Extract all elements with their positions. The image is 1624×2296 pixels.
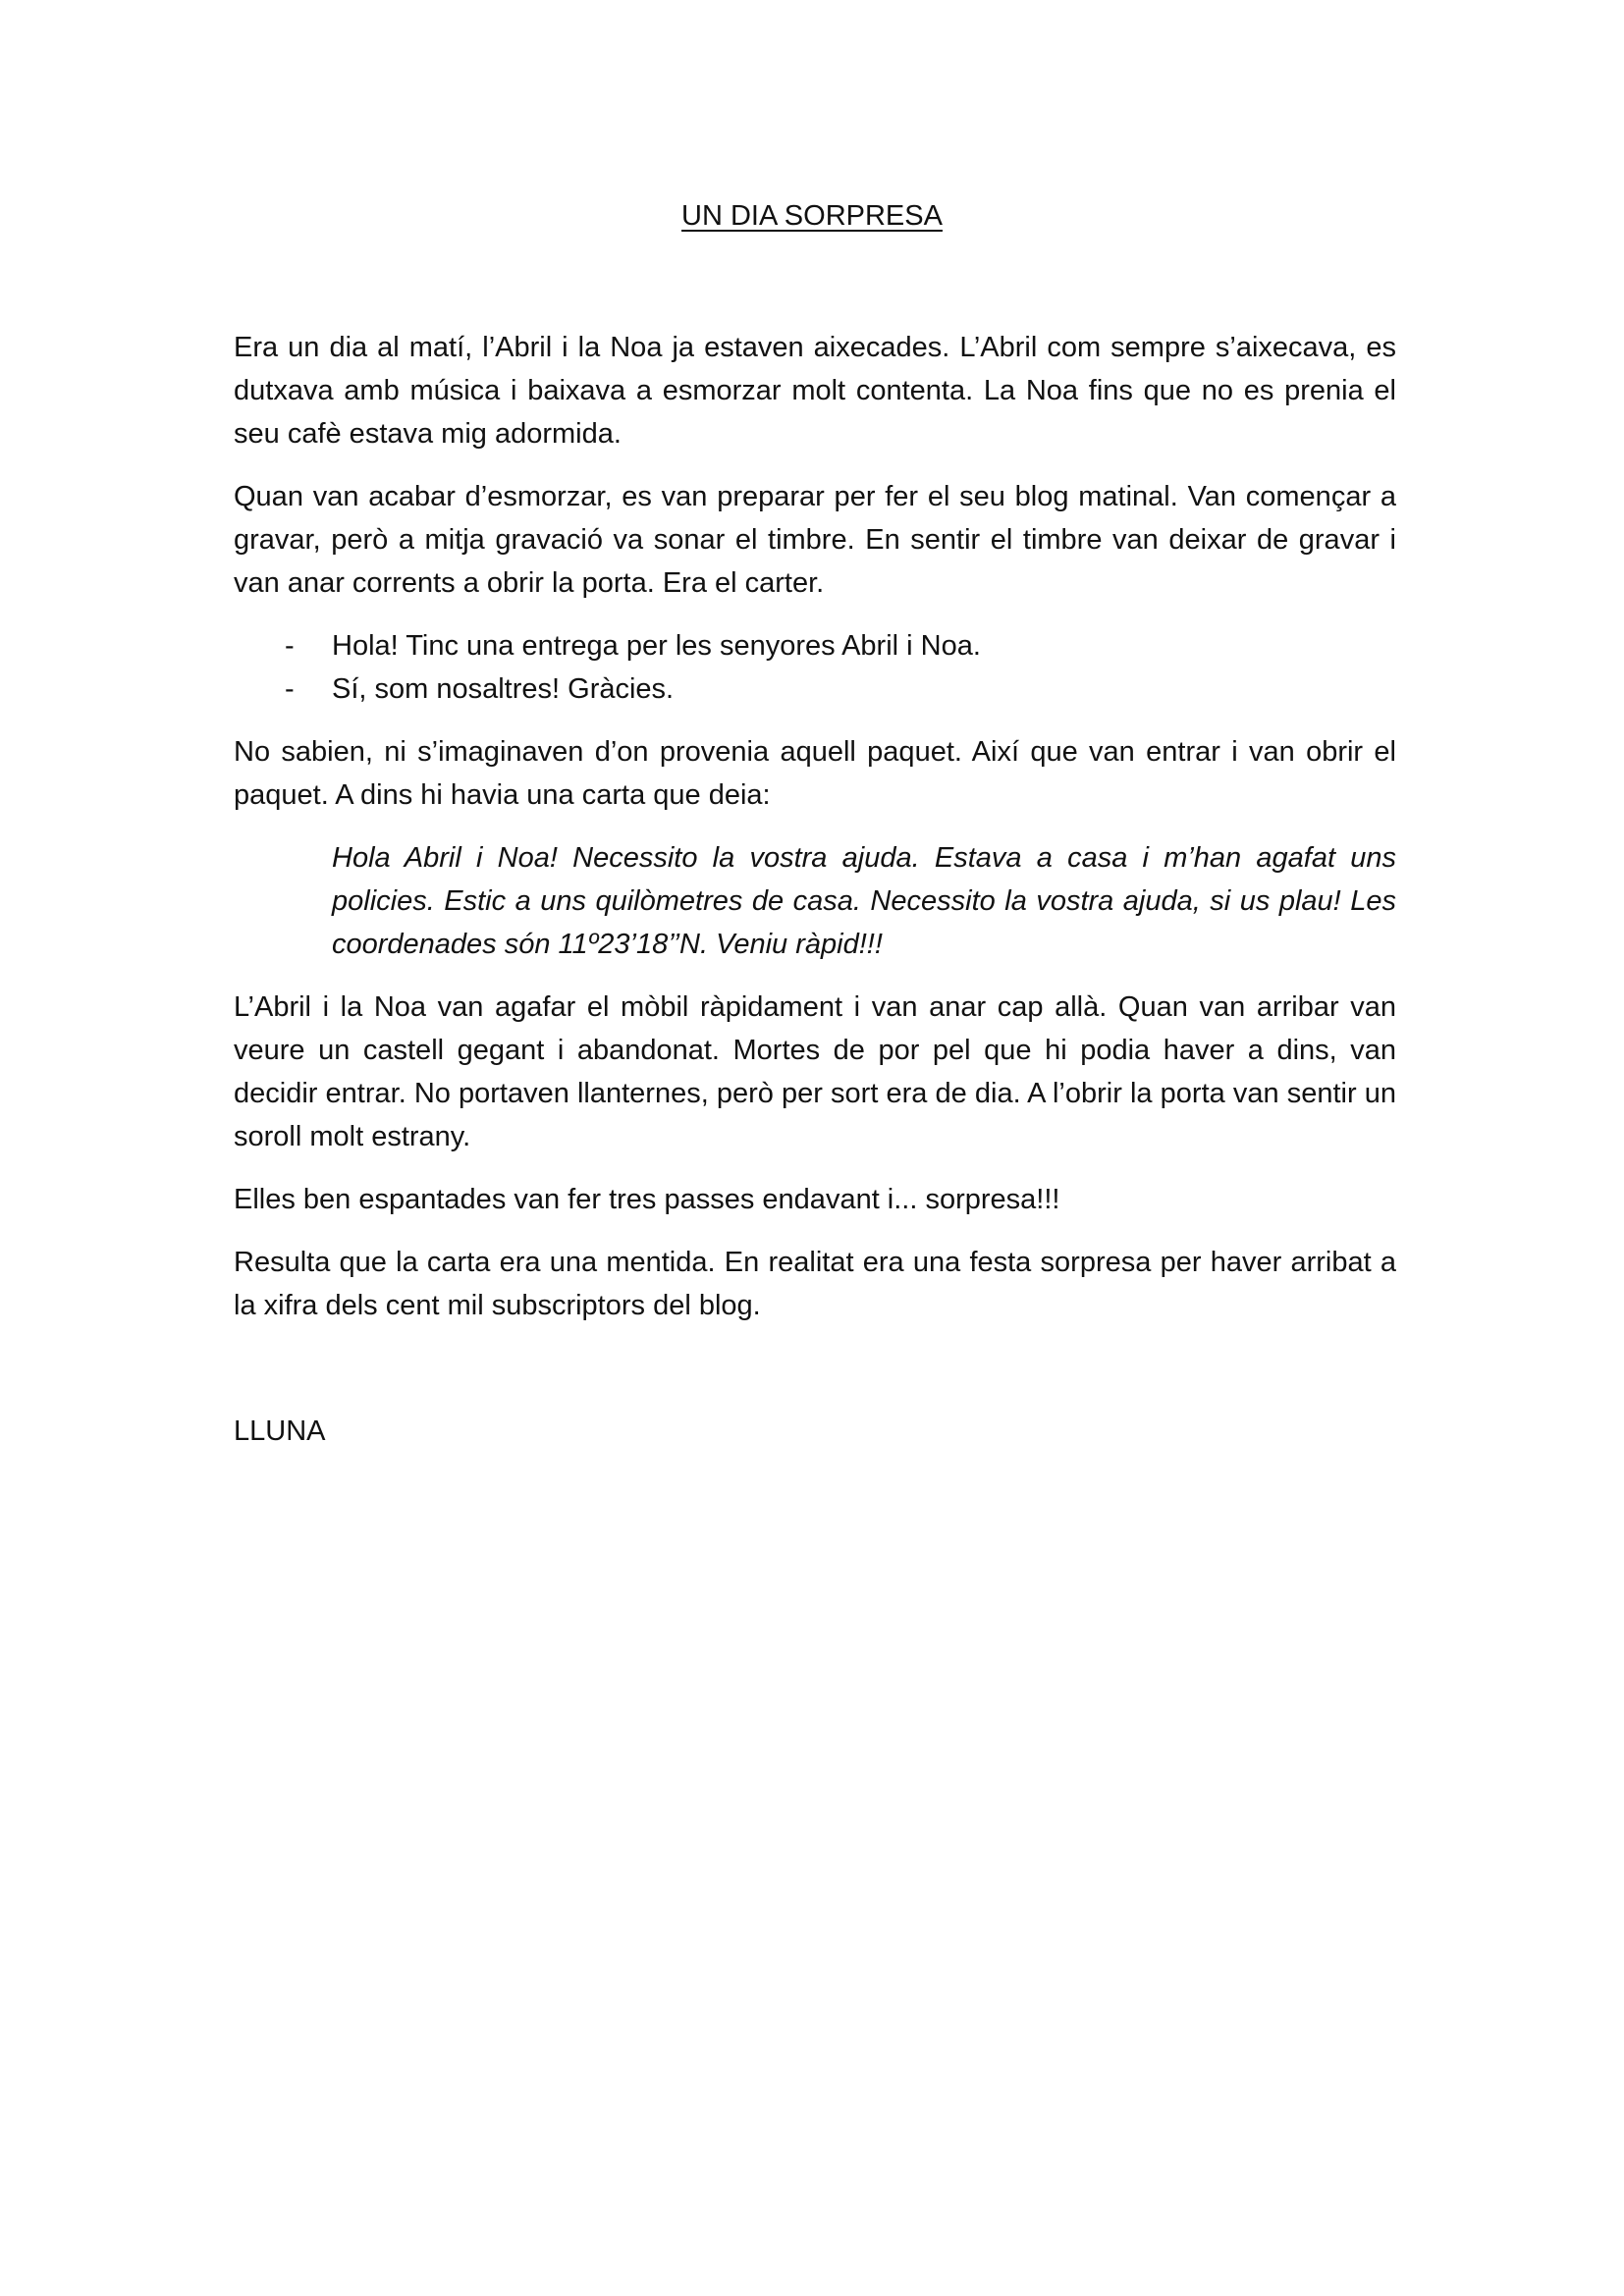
- paragraph-5: Elles ben espantades van fer tres passes endavant i... sorpresa!!!: [234, 1184, 1060, 1215]
- dialogue-dash: -: [285, 673, 295, 705]
- letter-quote: Hola Abril i Noa! Necessito la vostra ajuda. Estava a casa i m’han agafat uns policies. Estic a uns quilòmetres de casa. Necessito la vostra ajuda, si us plau! Les coordenades són 11º23’18’’N. Veniu ràpid!!!: [332, 842, 1396, 960]
- paragraph-4: L’Abril i la Noa van agafar el mòbil ràpidament i van anar cap allà. Quan van arribar van veure un castell gegant i abandonat. Mortes de por pel que hi podia haver a dins, van decidir entrar. No portaven llanternes, però per sort era de dia. A l’obrir la porta van sentir un soroll molt estrany.: [234, 991, 1396, 1152]
- dialogue-dash: -: [285, 630, 295, 662]
- dialogue-text: Sí, som nosaltres! Gràcies.: [332, 673, 675, 705]
- document-body: [234, 326, 1396, 1453]
- paragraph-1: Era un dia al matí, l’Abril i la Noa ja estaven aixecades. L’Abril com sempre s’aixecava, es dutxava amb música i baixava a esmorzar molt contenta. La Noa fins que no es prenia el seu cafè estava mig adormida.: [234, 332, 1396, 450]
- paragraph-6: Resulta que la carta era una mentida. En realitat era una festa sorpresa per haver arribat a la xifra dels cent mil subscriptors del blog.: [234, 1247, 1396, 1321]
- document-title: UN DIA SORPRESA: [681, 200, 943, 232]
- paragraph-2: Quan van acabar d’esmorzar, es van preparar per fer el seu blog matinal. Van començar a gravar, però a mitja gravació va sonar el timbre. En sentir el timbre van deixar de gravar i van anar corrents a obrir la porta. Era el carter.: [234, 481, 1396, 599]
- dialogue-list: [234, 624, 1396, 711]
- dialogue-line: [234, 624, 1396, 667]
- dialogue-text: Hola! Tinc una entrega per les senyores Abril i Noa.: [332, 630, 981, 662]
- dialogue-line: [234, 667, 1396, 711]
- author-signature: LLUNA: [234, 1415, 326, 1447]
- paragraph-3: No sabien, ni s’imaginaven d’on provenia aquell paquet. Així que van entrar i van obrir el paquet. A dins hi havia una carta que deia:: [234, 736, 1396, 811]
